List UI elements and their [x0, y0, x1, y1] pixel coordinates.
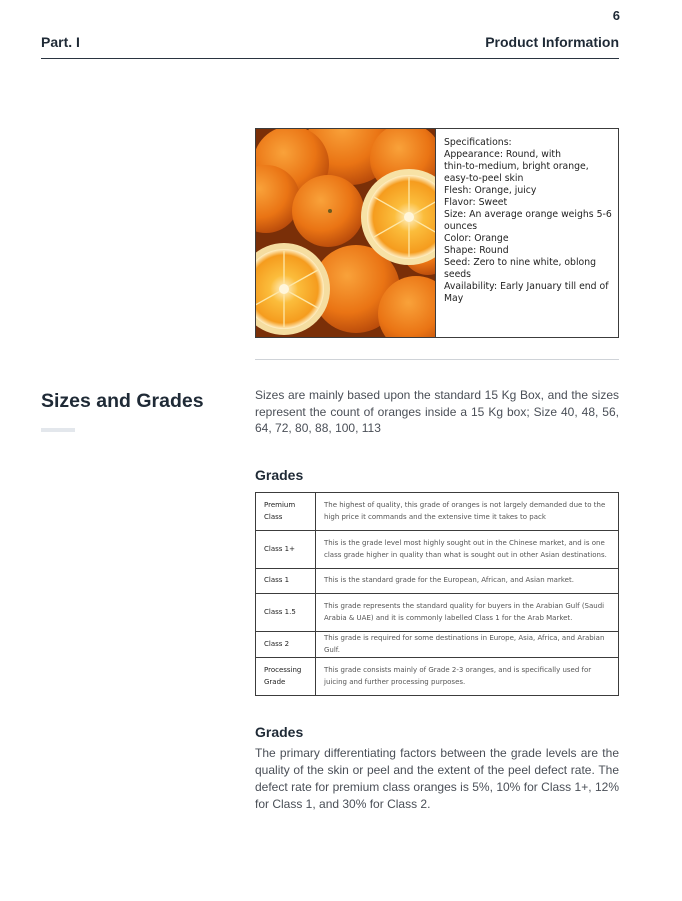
- specifications-text: [436, 129, 618, 337]
- description-cell: This is the standard grade for the European, African, and Asian market.: [316, 569, 619, 594]
- grade-cell: Premium Class: [256, 493, 316, 531]
- spec-line: ounces: [444, 221, 478, 232]
- grades-paragraph: The primary differentiating factors between the grade levels are the quality of the skin or peel and the extent of the peel defect rate. The defect rate for premium class oranges is 5%, 10% for Class 1+, 12% for Class 1, and 30% for Class 2.: [255, 746, 619, 811]
- page-number: 6: [612, 8, 620, 23]
- spec-line: Color: Orange: [444, 233, 509, 244]
- specifications-title: Specifications:: [444, 137, 512, 148]
- section-divider: [255, 359, 619, 360]
- table-row: [256, 569, 619, 594]
- description-cell: This is the grade level most highly sought out in the Chinese market, and is one class grade higher in quality than what is sought out in other Asian destinations.: [316, 531, 619, 569]
- spec-line: Seed: Zero to nine white, oblong: [444, 257, 597, 268]
- sizes-paragraph: Sizes are mainly based upon the standard 15 Kg Box, and the sizes represent the count of oranges inside a 15 Kg box; Size 40, 48, 56, 64, 72, 80, 88, 100, 113: [255, 388, 619, 435]
- sizes-and-grades-heading: Sizes and Grades: [41, 390, 204, 412]
- grades-heading: Grades: [255, 724, 304, 740]
- table-row: [256, 594, 619, 632]
- spec-line: easy-to-peel skin: [444, 173, 524, 184]
- availability-line: May: [444, 293, 464, 304]
- spec-line: seeds: [444, 269, 472, 280]
- description-cell: This grade represents the standard quality for buyers in the Arabian Gulf (Saudi Arabia & UAE) and it is commonly labelled Class 1 for the Arab Market.: [316, 594, 619, 632]
- grades-table-heading: Grades: [255, 467, 304, 483]
- grade-cell: Class 2: [256, 632, 316, 658]
- table-row: [256, 531, 619, 569]
- spec-line: Size: An average orange weighs 5-6: [444, 209, 612, 220]
- grades-table: [255, 492, 619, 696]
- spec-line: Appearance: Round, with: [444, 149, 561, 160]
- availability-line: Availability: Early January till end of: [444, 281, 609, 292]
- description-cell: This grade is required for some destinations in Europe, Asia, Africa, and Arabian Gulf.: [316, 632, 619, 658]
- oranges-photo: [256, 129, 436, 337]
- description-cell: The highest of quality, this grade of oranges is not largely demanded due to the high price it commands and the extensive time it takes to pack: [316, 493, 619, 531]
- spec-line: thin-to-medium, bright orange,: [444, 161, 589, 172]
- grade-cell: Class 1.5: [256, 594, 316, 632]
- header-divider: [41, 58, 619, 59]
- spec-line: Shape: Round: [444, 245, 509, 256]
- spec-line: Flesh: Orange, juicy: [444, 185, 537, 196]
- heading-accent-bar: [41, 428, 75, 432]
- table-row: [256, 658, 619, 696]
- specifications-box: [255, 128, 619, 338]
- description-cell: This grade consists mainly of Grade 2-3 oranges, and is specifically used for juicing and further processing purposes.: [316, 658, 619, 696]
- grade-cell: Processing Grade: [256, 658, 316, 696]
- table-row: [256, 493, 619, 531]
- part-label: Part. I: [41, 34, 80, 50]
- section-title: Product Information: [485, 34, 619, 50]
- table-row: [256, 632, 619, 658]
- grade-cell: Class 1+: [256, 531, 316, 569]
- spec-line: Flavor: Sweet: [444, 197, 508, 208]
- grade-cell: Class 1: [256, 569, 316, 594]
